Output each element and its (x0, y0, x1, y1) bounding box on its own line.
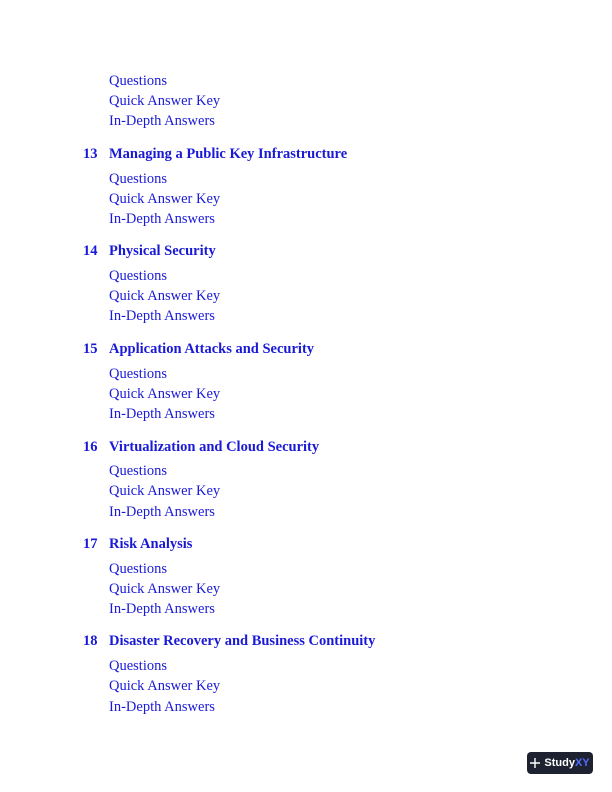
plus-icon (530, 758, 540, 768)
toc-item-questions[interactable]: Questions (109, 366, 167, 382)
toc-item-questions[interactable]: Questions (109, 268, 167, 284)
toc-item-quick-answer-key[interactable]: Quick Answer Key (109, 288, 221, 304)
chapter-number: 17 (83, 536, 98, 552)
toc-item-in-depth-answers[interactable]: In-Depth Answers (109, 601, 215, 617)
toc-item-questions[interactable]: Questions (109, 463, 167, 479)
toc-chapter-14[interactable] (83, 242, 216, 260)
chapter-title: Risk Analysis (109, 536, 193, 552)
chapter-title: Application Attacks and Security (109, 341, 315, 357)
toc-item-questions[interactable]: Questions (109, 73, 167, 89)
toc-chapter-16[interactable] (83, 438, 319, 456)
toc-chapter-15[interactable] (83, 340, 314, 358)
studyxy-badge[interactable] (527, 752, 593, 774)
chapter-number: 15 (83, 341, 98, 357)
toc-item-quick-answer-key[interactable]: Quick Answer Key (109, 581, 221, 597)
chapter-number: 13 (83, 146, 98, 162)
chapter-title: Virtualization and Cloud Security (109, 439, 320, 455)
toc-item-quick-answer-key[interactable]: Quick Answer Key (109, 386, 221, 402)
toc-item-in-depth-answers[interactable]: In-Depth Answers (109, 308, 215, 324)
toc-item-quick-answer-key[interactable]: Quick Answer Key (109, 483, 221, 499)
chapter-title: Managing a Public Key Infrastructure (109, 146, 348, 162)
toc-item-in-depth-answers[interactable]: In-Depth Answers (109, 504, 215, 520)
chapter-number: 18 (83, 633, 98, 649)
toc-item-questions[interactable]: Questions (109, 658, 167, 674)
badge-label-main: Study (544, 757, 575, 769)
toc-item-in-depth-answers[interactable]: In-Depth Answers (109, 406, 215, 422)
toc-item-quick-answer-key[interactable]: Quick Answer Key (109, 191, 221, 207)
toc-chapter-18[interactable] (83, 632, 375, 650)
toc-item-questions[interactable]: Questions (109, 561, 167, 577)
chapter-number: 16 (83, 439, 98, 455)
toc-chapter-17[interactable] (83, 535, 192, 553)
toc-item-in-depth-answers[interactable]: In-Depth Answers (109, 211, 215, 227)
toc-item-questions[interactable]: Questions (109, 171, 167, 187)
toc-item-quick-answer-key[interactable]: Quick Answer Key (109, 678, 221, 694)
chapter-title: Disaster Recovery and Business Continuity (109, 633, 376, 649)
badge-label-accent: XY (574, 757, 590, 769)
toc-item-in-depth-answers[interactable]: In-Depth Answers (109, 113, 215, 129)
chapter-number: 14 (83, 243, 98, 259)
toc-chapter-13[interactable] (83, 145, 347, 163)
toc-item-quick-answer-key[interactable]: Quick Answer Key (109, 93, 221, 109)
toc-item-in-depth-answers[interactable]: In-Depth Answers (109, 699, 215, 715)
chapter-title: Physical Security (109, 243, 216, 259)
